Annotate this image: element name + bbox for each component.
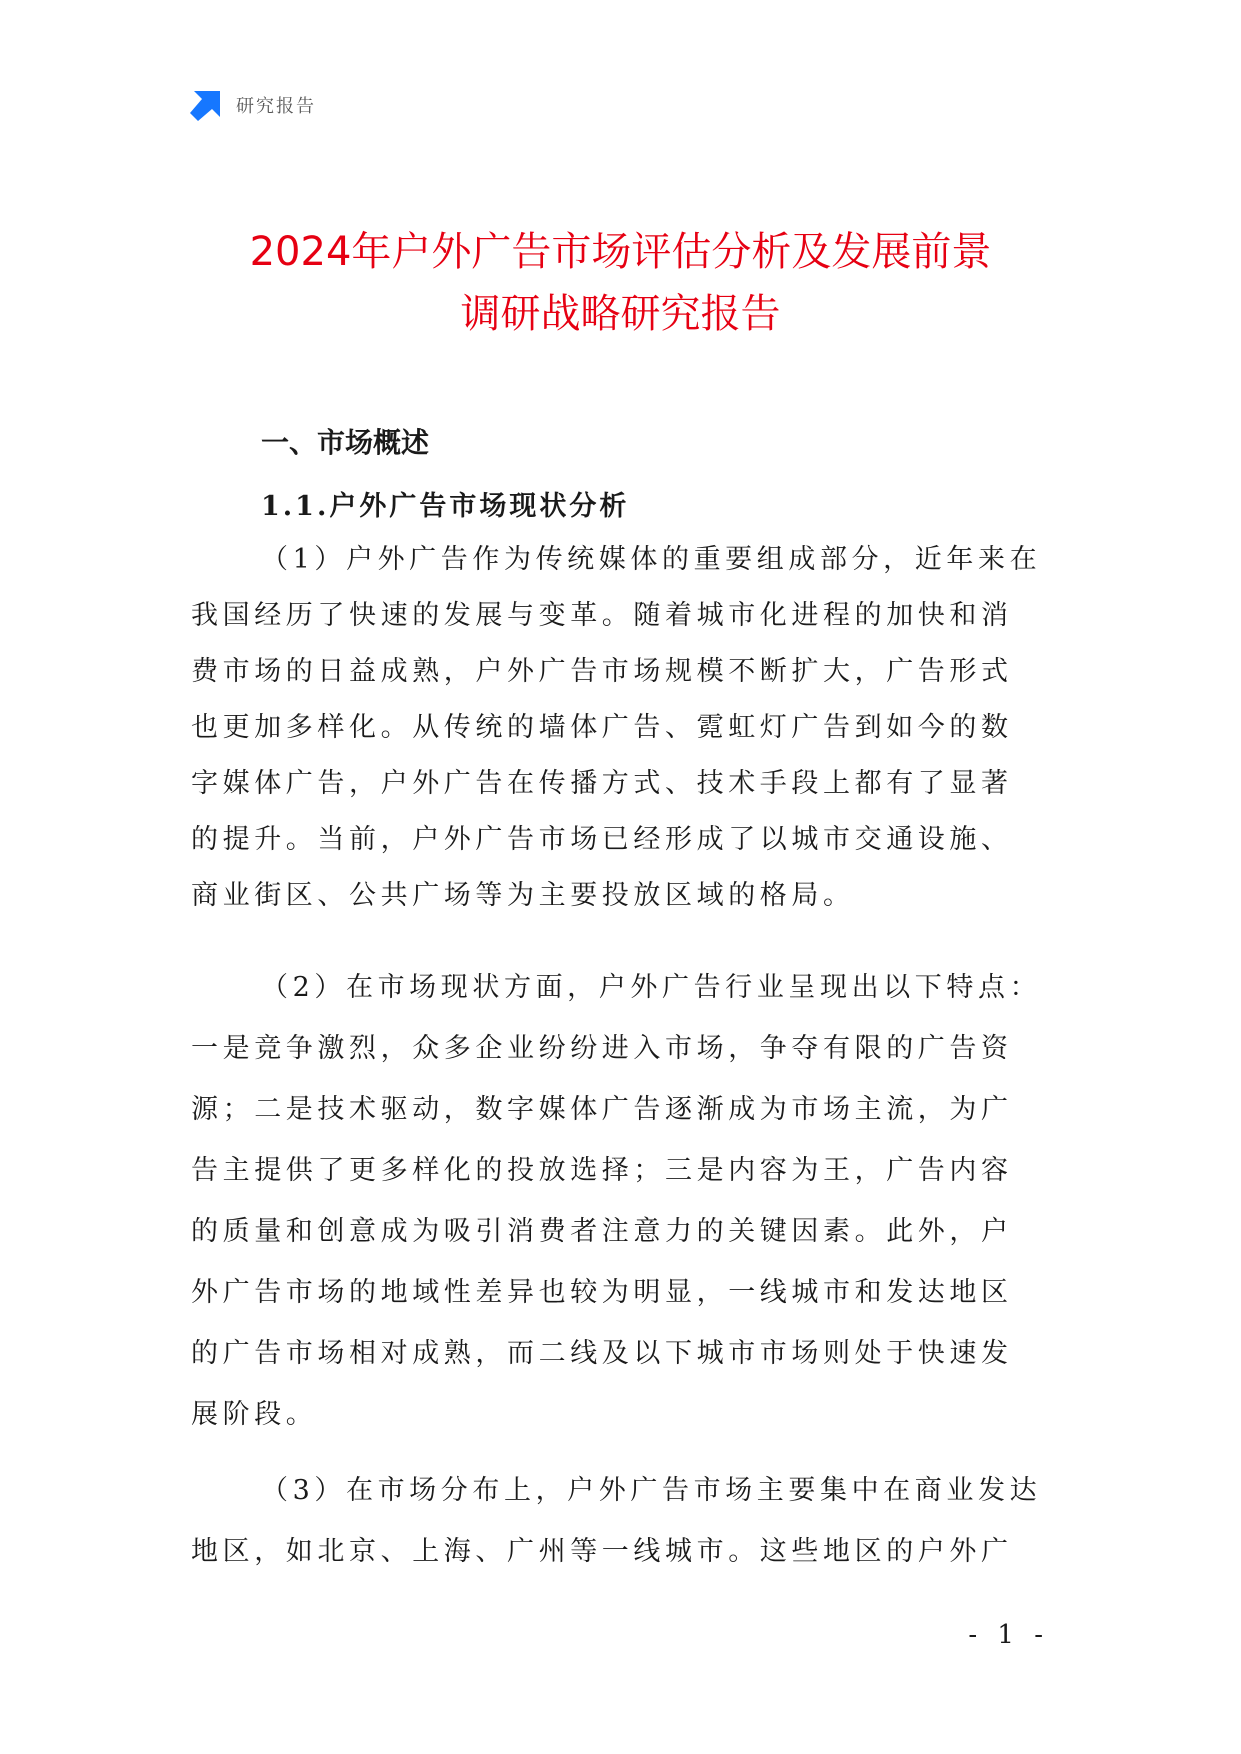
paragraph-1-line: 我国经历了快速的发展与变革。随着城市化进程的加快和消 (191, 600, 1013, 631)
paragraph-1-line: （1）户外广告作为传统媒体的重要组成部分，近年来在 (261, 544, 1042, 575)
paragraph-2-line: 的广告市场相对成熟，而二线及以下城市市场则处于快速发 (191, 1338, 1013, 1369)
paragraph-2-line: 外广告市场的地域性差异也较为明显，一线城市和发达地区 (191, 1277, 1013, 1308)
report-title-line-1: 2024年户外广告市场评估分析及发展前景 (249, 229, 992, 275)
paragraph-1-line: 也更加多样化。从传统的墙体广告、霓虹灯广告到如今的数 (191, 712, 1013, 743)
paragraph-2-line: 一是竞争激烈，众多企业纷纷进入市场，争夺有限的广告资 (191, 1033, 1013, 1064)
page-number: - 1 - (968, 1620, 1049, 1650)
paragraph-2-line: 的质量和创意成为吸引消费者注意力的关键因素。此外，户 (191, 1216, 1013, 1247)
paragraph-2-line: 源；二是技术驱动，数字媒体广告逐渐成为市场主流，为广 (191, 1094, 1013, 1125)
report-title-line-2: 调研战略研究报告 (460, 291, 781, 337)
paragraph-1-line: 商业街区、公共广场等为主要投放区域的格局。 (191, 880, 855, 911)
paragraph-1-line: 费市场的日益成熟，户外广告市场规模不断扩大，广告形式 (191, 656, 1013, 687)
paragraph-3-line: 地区，如北京、上海、广州等一线城市。这些地区的户外广 (191, 1536, 1013, 1567)
paragraph-1-line: 的提升。当前，户外广告市场已经形成了以城市交通设施、 (191, 824, 1013, 855)
arrow-up-right-icon (190, 89, 222, 121)
header-label: 研究报告 (236, 96, 316, 117)
report-header (190, 88, 316, 122)
paragraph-3-line: （3）在市场分布上，户外广告市场主要集中在商业发达 (261, 1475, 1042, 1506)
paragraph-2-line: 展阶段。 (191, 1399, 318, 1430)
sub-heading: 1.1.户外广告市场现状分析 (261, 491, 630, 522)
section-heading: 一、市场概述 (261, 426, 430, 459)
paragraph-1-line: 字媒体广告，户外广告在传播方式、技术手段上都有了显著 (191, 768, 1013, 799)
paragraph-2-line: （2）在市场现状方面，户外广告行业呈现出以下特点： (261, 972, 1042, 1003)
paragraph-2-line: 告主提供了更多样化的投放选择；三是内容为王，广告内容 (191, 1155, 1013, 1186)
